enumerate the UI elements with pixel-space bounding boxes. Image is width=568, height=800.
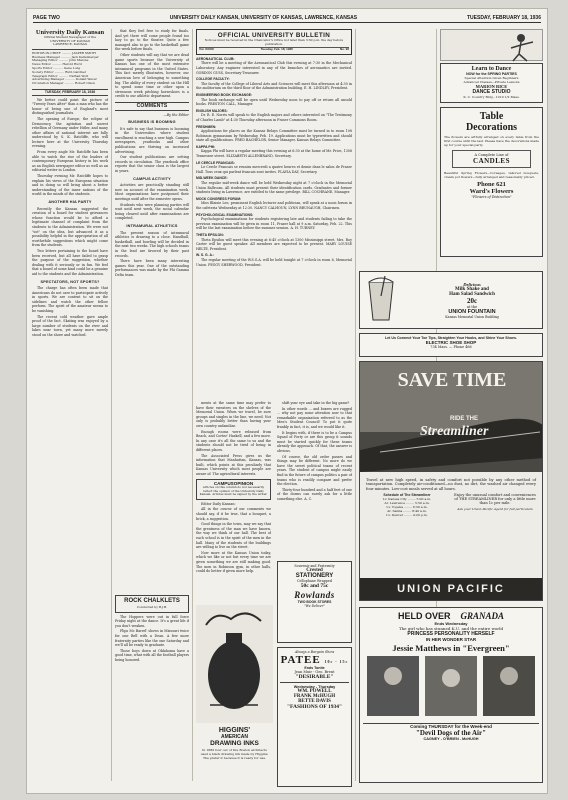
paragraph: Those boys down at Oklahoma have a good time, what with all the football players being honored. [115, 648, 189, 662]
editorial-column [32, 29, 108, 789]
schedule-row: Lv. Kansas City ........ 5:00 a.m. [382, 497, 432, 502]
union-fountain-ad [359, 271, 543, 329]
candles-box [452, 150, 531, 168]
section-heading: ANOTHER HIA PARTY [48, 200, 92, 205]
ad-movie-title: "DESIRABLE" [295, 674, 334, 680]
ad-headline: STATIONERY [295, 573, 334, 579]
paragraph: that they feel free to study for finals. And yet there will come people found too lazy to go to the theater. Quite a few managed also to go to the basketball game the week before finals. [115, 29, 189, 52]
streamliner-details [360, 493, 542, 517]
ink-bottle-icon [208, 641, 260, 709]
stationery-ad [277, 561, 352, 643]
ad-text: PRINCESS PERSONALITY HERSELF [407, 631, 495, 637]
paragraph: Good things in the town, may we say that the greatness of the man we have known, the way we think of our hall. The best of each school is in the spirit of the men in the hall. Many of the students of the buildings are willing to live on the street. [196, 522, 271, 550]
bulletin-issue-line [199, 47, 349, 52]
bulletin-item-heading: FRESHMEN: [196, 124, 217, 129]
paragraph: Thirty-four hundred and a half feet of one of the dorms can surely ask for a little something else. A. C. [277, 487, 352, 501]
higgins-illustration [196, 605, 273, 723]
schedule-row: Ar. Lawrence ........ 5:50 a.m. [384, 501, 430, 506]
ad-text: Ask your Union Pacific Agent for full particulars [457, 507, 533, 512]
ad-text: Delicious [463, 281, 481, 287]
bulletin-item-text: There will be a meeting of the Aeronautical Club this evening at 7:30 in the Mechanical Laboratory. Any engineer interested in any of the branches of aeronautics are invited. GORDON GUSS, Secretary-Treasurer. [196, 61, 352, 75]
paragraph: It's safe to say that business is booming in the Universities where student enrollment is reaching a new high. Campus newspapers, yearbooks and other publications are thriving on increased advertising. [115, 126, 189, 154]
ad-text: Special Attention Given Beginners [464, 76, 519, 80]
ad-headline: Decorations [465, 122, 518, 133]
column-rule [192, 29, 193, 781]
ad-theater-name: PATEE [280, 654, 321, 666]
staff-line: Circulation Manager .......... Robert Olson [32, 81, 96, 86]
paragraph: The recent cold weather gave ample proof of the fact. Skating was enjoyed by a large number of students on the river and lakes near town, yet many more merely stood on the shore and watched. [32, 314, 108, 338]
ink-bottle-neck-icon [226, 633, 242, 647]
ad-text: and [310, 583, 319, 589]
ad-movie-title: "Devil Dogs of the Air" [416, 729, 486, 737]
ad-actor: FRANK McHUGH [293, 694, 336, 699]
section-heading: SPECTATORS, NOT SPORTS? [40, 279, 100, 284]
paragraph: ments at the same time may prefer to have their sweaters on the shelves of the Memorial Union. When we travel, be sure groups and singles in the line, we need. Not only is probably better than having your own country unfamiliar. [196, 401, 271, 428]
ad-body: The flowers are artfully arranged on every table from the first course until the last. Please have the decorations made up for your special party. [444, 135, 539, 147]
section-heading: BUSINESS IS BOOMING [128, 120, 176, 125]
bulletin-item-text: Kappa Phi will have a regular meeting this evening at 6:30 at the home of Mr. Price, 1308 Tennessee street. ELIZABETH ALLENBRAND, Secretary. [196, 149, 352, 159]
paragraph: The Hoppers were out in full force Friday night at the dance. It's a great life if you don't weaken. [115, 614, 189, 628]
section-heading: INTRAMURAL ATHLETICS [126, 223, 178, 228]
flag-sub: LAWRENCE, KANSAS [53, 42, 87, 47]
ad-text: Always a Bargain Show [294, 650, 335, 654]
chalklets-header [115, 595, 189, 613]
ride-the-text: RIDE THE [449, 416, 479, 422]
bulletin-items [196, 57, 352, 267]
ad-price: 20c [466, 296, 478, 305]
coming-attraction: Coming THURSDAY for the Week-end [363, 723, 539, 729]
ad-place: UNION FOUNTAIN [448, 308, 496, 315]
paragraph: In other words ... and boxers are rugged ... why not pay some attention now to that remarkable organization referred to as the Men's Student Council! To put it quite frankly in fact, it is, and we would like it. [277, 406, 352, 429]
bulletin-item-heading: PSYCHOLOGICAL EXAMINATIONS: [196, 212, 254, 217]
bulletin-item-text: Applications for places on the Kansas Relays Committee must be turned in to room 108 Robinson gymnasium by Wednesday, Feb. 19. Applications must be typewritten and should state all qualifications. FRED BACHELOR, Senior Manager, Kansas Relays Committee. [196, 129, 352, 143]
bulletin-number: No. 96 [339, 47, 349, 52]
bulletin-item-text: Psychological examinations for students registering late and students failing to take the previous examination will be given in room 11, Frazer hall at 9 a.m. Saturday, Feb. 22. This will be the last examination before the summer session. A. H. TURNEY. [196, 217, 352, 231]
union-fountain-text [405, 282, 539, 319]
bulletin-item-heading: ENGLISH MAJORS: [196, 108, 228, 113]
dance-illustration [440, 29, 543, 61]
flag-sub: Official Student Newspaper of the [44, 35, 96, 39]
paragraph: Enough rooms were released from Beach, and Cortez' Haskell, and a few more. In any case it's all the same to us and the students should not be tired of being in different places. [196, 429, 271, 452]
paragraph: Thursday evening Mr. Ratcliffe hopes to explain his views of the European situation and in doing so will bring about a better understanding of the inner nations of the world in the minds of the students. [32, 174, 108, 197]
paragraph: Students who were planning parties will wait until next week, the social calendar being cleared until after examinations are completed. [115, 202, 189, 221]
ad-actor: BETTE DAVIS [298, 699, 331, 704]
paragraph: We better could point the picture of "Twenty Years After" than a man who has the honor of being one of England's most distinguished journalists. [32, 97, 108, 116]
paragraph: From every angle Mr. Ratcliffe has been able to watch the rise of the leaders of contemporary European history in his work as an English newspaper editor as well as an editorial writer in London. [32, 150, 108, 173]
column-rule [111, 29, 112, 781]
streamliner-illustration [360, 362, 543, 472]
ad-address: 734 Mass. — Phone 466 [430, 345, 472, 349]
electric-shoe-shop-ad [359, 333, 543, 357]
bulletin-item-text: The book exchange will be open until Wednesday noon to pay off or return all unsold books. PRESTON CALL, Manager. [196, 97, 352, 107]
comments-heading: COMMENTS [115, 102, 189, 111]
paragraph: shift your eye and take in the big game? [282, 401, 350, 405]
paragraph: There have been many interesting games this year. One of the outstanding performances was made by the Phi Gamma Delta team. [115, 259, 189, 277]
staff-line: Telegraph Editor .......... Nathan Wolf [32, 73, 89, 78]
flag-name: University Daily Kansan [35, 29, 105, 36]
bulletin-item-heading: MOCK CONGRESS FORUM: [196, 196, 242, 201]
paragraph: The charge has often been made that Americans do not care to participate actively in sports. We are content to sit on the sidelines and watch the other fellow perform. The spirit of the amateur seems to be vanishing. [32, 286, 108, 314]
ad-address: K. C. Country Bldg., 1019 1/2 Mass. [463, 95, 520, 99]
paragraph: Flips Mc Barrel' shows in Missouri twice for one Bell with a Dean. A few more fraternity parties like the one Saturday and we'll all be ready to graduate. [115, 629, 189, 648]
bulletin-item-heading: LE CERCLE FRANCAIS: [196, 160, 235, 165]
ad-text: AMERICAN [221, 734, 248, 740]
paragraph: It begins with, if there is to be a Campus Squad of Forty or are this group it sounds must be started quickly for these teams already the approach. Of that, the answer is obvious. [277, 430, 352, 453]
editorial-dateline: TUESDAY, FEBRUARY 18, 1936 [32, 89, 108, 96]
ad-headline: DRAWING INKS [210, 740, 259, 747]
ad-headline: Learn to Dance [471, 66, 512, 72]
newspaper-flag [32, 29, 108, 50]
ad-cast: CAGNEY - O'BRIEN - McHUGH [423, 737, 479, 741]
paper-title-line: UNIVERSITY DAILY KANSAN, UNIVERSITY OF KANSAS, LAWRENCE, KANSAS [169, 14, 358, 21]
ad-brand: HIGGINS' [218, 727, 251, 734]
ad-theater-name: GRANADA [460, 611, 505, 621]
ad-text: Let Us Connect Your Toe Tips, Straighten Your Hooks, and Shine Your Shoes. [384, 336, 518, 340]
ad-text: Jean Muir - Geo. Brent [294, 670, 335, 674]
comments-column [115, 29, 189, 489]
ad-phone: Phone 621 [477, 181, 506, 188]
movie-stills [363, 654, 539, 718]
bulletin-item-text: The regular mid-week dance will be held Wednesday night at 7 o'clock in the Memorial Union Ballroom. All students must present their identification cards. Graduates and former students living in Lawrence, are entitled to the same privilege. BILL COCHRANE, Manager. [196, 181, 352, 195]
union-pacific-streamliner-ad [359, 361, 543, 601]
staff-line: Managing Editor .......... John Malone [32, 58, 89, 63]
union-pacific-banner: UNION PACIFIC [360, 578, 542, 600]
paragraph: Recently the Kansan suggested the creation of a board for student grievances whose function would be to afford a legitimate channel of complaint from the students to the Administration. We were not "sot" on the idea, but advanced it as a possibility helpful in the appropriation of all worthwhile suggestions which might come from the students. [32, 206, 108, 248]
issue-date: TUESDAY, FEBRUARY 18, 1936 [466, 14, 541, 21]
paragraph: The present season of intramural athletics is drawing to a close. Handball, basketball, and bowling will be decided in the next two weeks. The high schools teams in the lead are favored by their past records. [115, 230, 189, 258]
staff-line: Business Manager .......... Jack Kellenberger [32, 54, 99, 59]
flag-sub: UNIVERSITY OF KANSAS [50, 38, 90, 43]
ad-text: A Complete Line of [474, 153, 509, 157]
bulletin-header [196, 29, 352, 55]
ad-text: "We Deliver" [304, 604, 325, 608]
bulletin-item-heading: W. S. G. A.: [196, 253, 214, 258]
ad-text: In 1880 four out of five Boston architects used a black drawing ink made by Higgins. The prefer it because it is ready for use. [200, 748, 269, 760]
bulletin-item-heading: MID-WEEK DANCE: [196, 176, 228, 181]
ad-movie-title: "FASHIONS OF 1934" [287, 704, 342, 710]
ad-text: Crested [306, 568, 323, 573]
bulletin-item-text: Le Cercle Francais se reunira mercredi a quatre heures et demie dans le salon de Fraser Hall. Tous ceux qui parlent francais sont invites. FLAVIA DAY, Secretary. [196, 165, 352, 174]
staff-line: EDITOR-IN-CHIEF .......... JASPER SMITH [32, 50, 96, 55]
ad-price: 10c - 15c [324, 659, 349, 664]
ad-text: Ends Wednesday [434, 621, 468, 626]
paragraph: All in the course of our comments we should say, if it be true, that a bouquet, a brick, a suggestion. [196, 507, 271, 521]
ad-movie-title: Jessie Matthews in "Evergreen" [392, 643, 510, 653]
schedule-row: Lv. Denver ........ 4:20 p.m. [386, 513, 428, 518]
bulletin-item-text: The faculty of the College of Liberal Arts and Sciences will meet this afternoon at 4:30 in the auditorium on the third floor of the Administration building. E. H. LINDLEY, President. [196, 81, 352, 91]
paragraph: Other students will say that we are dead game sports because the University of Kansas has one of the most extensive intramural programs in the United States. This fact merely illustrates, however, our American love of belonging to something big. The ability of every student on the Hill to spend some time or other upon a strenuous week pitching horseshoes is a credit to our athletic department. [115, 52, 189, 99]
bulletin-volume: Vol. XXXIII [199, 47, 214, 52]
staff-line: Society Editor .......... Ruth Gardner [32, 69, 87, 74]
ad-studio-name: DANCE STUDIO [472, 89, 511, 95]
staff-line: Advertising Manager .......... Donald Wever [32, 77, 97, 82]
ad-shop-name: Ward's Flowers [469, 188, 514, 195]
schedule-box [366, 493, 448, 517]
ad-text: MARION RICE [475, 84, 508, 89]
ad-text: NOW for the SPRING PARTIES [466, 72, 517, 76]
bulletin-item-heading: AERONAUTICAL CLUB: [196, 56, 235, 61]
held-over-text: HELD OVER [397, 611, 451, 621]
ad-actor: WM. POWELL [297, 689, 332, 694]
staff-line: Sports Editor .......... Gene Long [32, 65, 81, 70]
ad-text: Beautiful Spring Flowers—Corsages, tailored bouquets, cream pot flowers—fully arranged and reasonably priced. [444, 171, 539, 179]
chalklets-title: ROCK CHALKLETS [124, 598, 180, 604]
bulletin-item-heading: COLLEGE FACULTY: [196, 77, 230, 82]
section-heading: CAMPUS ACTIVITY [133, 176, 171, 181]
bulletin-item-text: The regular meeting of the W.S.G.A. will be held tonight at 7 o'clock in room 6, Memorial Union. PEGGY SHERWOOD, President. [196, 257, 352, 267]
ad-text: Milk Shake and [455, 286, 489, 292]
ad-text: CANDLES [473, 157, 510, 165]
paragraph: Two letters pertaining to the board have been received, but all have failed to grasp the purpose of the suggestion, whether dealing with it seriously or in fun. We feel that a board of some kind could be a genuine aid to the students and the Administration. [32, 248, 108, 276]
rock-chalklets-column [115, 595, 189, 785]
ad-shop-name: ELECTRIC SHOE SHOP [425, 340, 477, 345]
granada-theater-ad [359, 607, 543, 783]
bulletin-item-heading: THETA EPSILON: [196, 232, 224, 237]
ad-tagline: "Flowers of Distinction" [471, 195, 512, 199]
staff-line: News Editor .......... Harold Hurd [32, 62, 82, 67]
patee-theater-ad [277, 647, 352, 787]
ad-text: IN HER WONDER STAR [425, 637, 477, 642]
ad-store-name: Rowlands [294, 590, 335, 600]
paragraph: Now more at the Kansas Union today, which we like or not but every time we are given something we are still making good. The men in Robinson gym, in other halls, could do better if given more help. [196, 550, 271, 574]
ad-text: at the [466, 304, 478, 309]
ad-text: Souvenir and Fraternity [294, 564, 335, 568]
streamliner-wordmark: Streamliner [420, 424, 489, 439]
bulletin-date: Tuesday, Feb. 18, 1936 [260, 47, 293, 52]
paragraph: The opening of Europe, the eclipse of Democracy, the agitation and unrest rebellion of Germany under Hitler, and many other affairs of national interest are fully understood by S. K. Ratcliffe, who will lecture here at the University Thursday evening. [32, 116, 108, 149]
ad-text: The girl who has stunned K.U. and the entire world [398, 626, 504, 631]
ad-headline: Table [479, 111, 504, 122]
movie-still-image [483, 656, 535, 716]
page-number: PAGE TWO [33, 14, 60, 21]
dancer-icon [441, 30, 544, 62]
ad-body: Travel at new high speed, in safety and comfort not possible by any other method of transportation. Completely air-conditioned—no dust, no dirt, the washed air changed every four minutes. Low-cost meals served at all hours. [366, 478, 536, 491]
schedule-title: Schedule of The Streamliner [383, 493, 431, 498]
higgins-ink-ad [196, 605, 273, 787]
paragraph: Of course, the old order passes and things may be different. No more do we have the sweet political teams of recent years. The student of campus might easily find in the future of campus politics a pair of teams who is readily compare and prefer the election. [277, 454, 352, 487]
bulletin-item-heading: ENGINEERING BOOK EXCHANGE: [196, 92, 253, 97]
bulletin-subtitle: Notices must be received in the Chancellor's Office not later than 3:30 p.m. the day before publication. [204, 38, 344, 46]
bulletin-item-text: Miss Blaisie Lee, prominent English lecturer and politician, will speak at a noon forum in the cafeteria Wednesday at 12:30. NANCY CALHOUN, LYNN BRUNAUGH, Chairmen. [196, 201, 352, 210]
bulletin-item-heading: KAPPA PHI: [196, 144, 216, 149]
paragraph: Editor Daily Kansan: [201, 501, 236, 506]
masthead [33, 13, 541, 23]
schedule-row: Lv. Topeka ........ 6:30 a.m. [386, 505, 428, 510]
ad-text: Kansas Memorial Union Building [445, 314, 499, 319]
ad-text: Cellophane Wrapped [297, 579, 332, 583]
column-rule [355, 29, 356, 781]
campusopinion-header [196, 479, 271, 500]
bulletin-item-text: Theta Epsilon will meet this evening at 6:45 o'clock at 1300 Mississippi street. Mrs. Roy Carter will be guest speaker. All members are expected to be present. MARY LOUISE HELTE, President. [196, 237, 352, 251]
ward-flowers-ad [440, 107, 543, 257]
ad-text: Ham Salad Sandwich [449, 291, 495, 297]
bulletin-item-text: Dr. R. E. Norris will speak to the English majors and others interested on "The Testimony of Charles Lamb" at 4:30 Thursday afternoon in Fraser Commons Room. [196, 113, 352, 122]
official-bulletin [196, 29, 352, 399]
campusopinion-title: CAMPUSOPINION [213, 480, 254, 486]
newspaper-page [26, 8, 548, 794]
ad-text: Advanced Classes—Private Lessons [463, 80, 520, 84]
ad-text: Enjoy the unusual comfort and conveniences of THE STREAMLINER for only a little more than 1c per mile. [454, 493, 536, 506]
ad-text: Ends Tonite [304, 666, 325, 670]
ad-text: TWO BOOK STORES [297, 600, 332, 604]
staff-box [32, 52, 108, 86]
paragraph: The Associated Press gives us the information that Manhattan, Kansas, was built, which points at this peculiarly that Kansas University which most people are aware of. The agricultural interests. [196, 453, 271, 476]
chalklets-byline: Conducted by B.J.B. [136, 605, 168, 609]
bulletin-title: OFFICIAL UNIVERSITY BULLETIN [217, 32, 331, 39]
paragraph: Activities are practically standing still now on account of the examination week. Most organizations have postponed their meetings until after the semester opens. [115, 183, 189, 201]
ad-price: 50c [300, 583, 309, 589]
save-time-headline: SAVE TIME [397, 369, 507, 391]
ad-price: 75c [320, 583, 329, 589]
milkshake-glass-icon [363, 276, 399, 324]
comments-byline: —By the Editor [163, 112, 189, 117]
campusopinion-note: Articles on this column do not necessarily reflect the opinion of the University Daily Kansan. Articles must be signed by the writer. [199, 485, 268, 497]
lower-right-middle-column [277, 401, 352, 556]
streamliner-right-text [454, 493, 536, 517]
movie-still-image [367, 656, 419, 716]
ad-text: Wednesday - Thursday [293, 685, 336, 689]
dance-studio-ad [440, 63, 543, 103]
schedule-row: Ar. Salina ........ 8:40 a.m. [387, 509, 427, 514]
paragraph: Our student publications are setting records in circulation. The yearbook office reports that the senior class is the largest in years. [115, 155, 189, 174]
